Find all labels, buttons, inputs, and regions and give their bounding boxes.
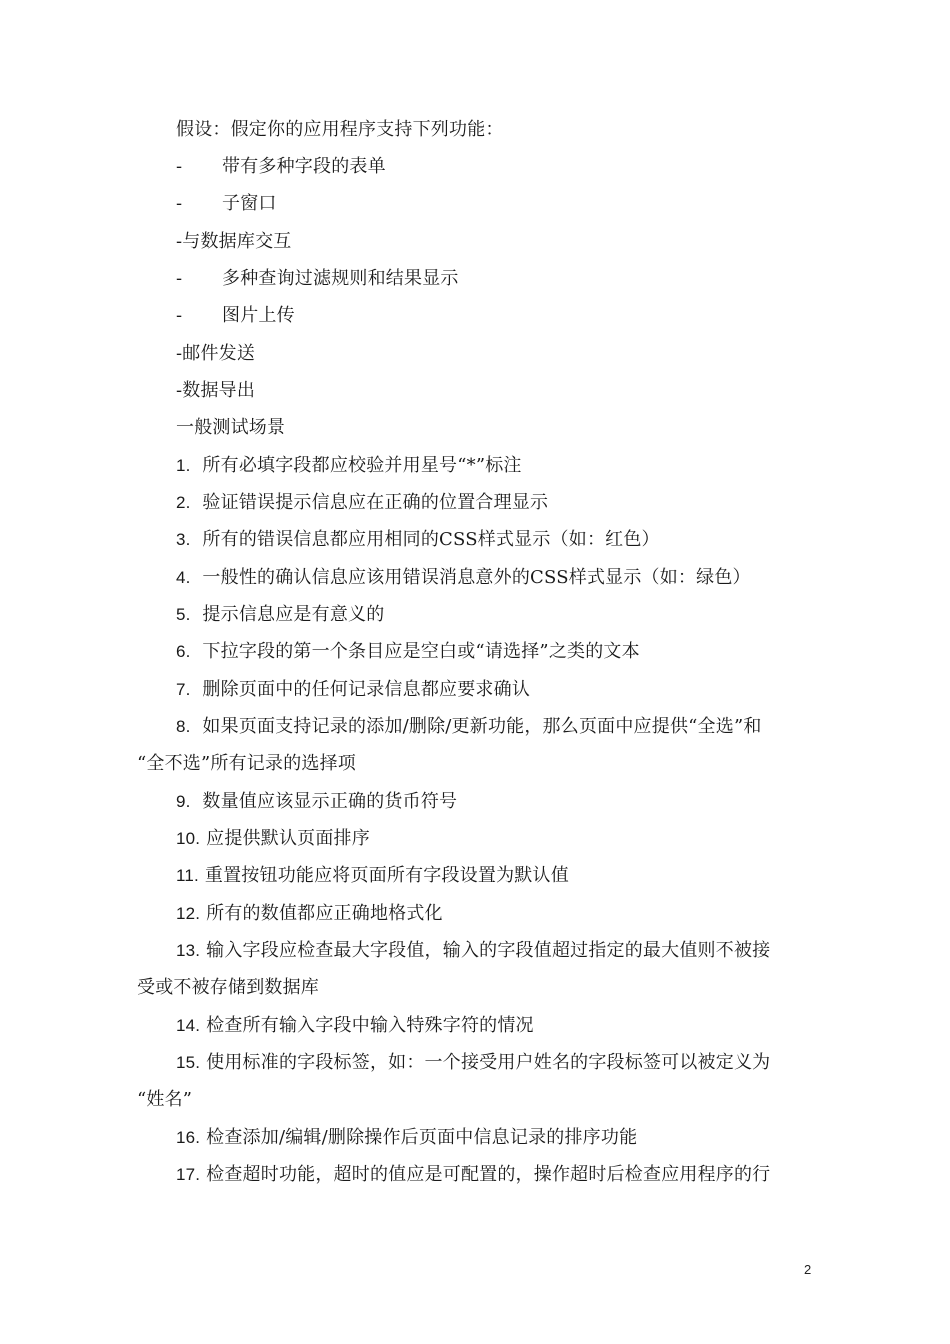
feature-marker: - (176, 156, 183, 177)
intro-text: 假设：假定你的应用程序支持下列功能： (176, 119, 504, 140)
item-number: 3. (176, 530, 191, 549)
item-text: 验证错误提示信息应在正确的位置合理显示 (202, 492, 549, 513)
list-item (176, 826, 370, 852)
list-item (176, 565, 751, 591)
item-number: 9. (176, 792, 191, 811)
item-text: 提示信息应是有意义的 (202, 604, 385, 625)
list-item (176, 901, 443, 927)
item-text: 重置按钮功能应将页面所有字段设置为默认值 (204, 865, 569, 886)
item-number: 8. (176, 717, 191, 736)
item-number: 7. (176, 680, 191, 699)
list-item (176, 938, 770, 964)
list-item (176, 789, 457, 815)
list-item (176, 490, 548, 516)
item-text: 所有必填字段都应校验并用星号“*”标注 (202, 455, 522, 476)
feature-item (0, 191, 950, 217)
list-item (176, 714, 762, 740)
item-number: 4. (176, 568, 191, 587)
item-number: 10. (176, 829, 201, 848)
item-number: 5. (176, 605, 191, 624)
feature-item (0, 266, 950, 292)
feature-item (0, 154, 950, 180)
feature-marker: - (176, 305, 183, 326)
item-text: 所有的数值都应正确地格式化 (206, 903, 443, 924)
item-number: 14. (176, 1016, 201, 1035)
list-item-continuation: “全不选”所有记录的选择项 (137, 753, 357, 774)
item-text: 检查添加/编辑/删除操作后页面中信息记录的排序功能 (206, 1127, 638, 1148)
list-item (176, 602, 384, 628)
feature-item: -邮件发送 (176, 343, 256, 364)
list-item (176, 1162, 770, 1188)
feature-marker: - (176, 193, 183, 214)
item-text: 数量值应该显示正确的货币符号 (202, 791, 458, 812)
item-text: 删除页面中的任何记录信息都应要求确认 (202, 679, 531, 700)
item-text: 检查所有输入字段中输入特殊字符的情况 (206, 1015, 534, 1036)
list-item (176, 527, 660, 553)
item-text: 检查超时功能，超时的值应是可配置的，操作超时后检查应用程序的行 (206, 1164, 771, 1185)
feature-text: 图片上传 (222, 305, 295, 326)
item-number: 16. (176, 1128, 201, 1147)
item-text: 一般性的确认信息应该用错误消息意外的CSS样式显示（如：绿色） (202, 567, 751, 588)
item-number: 11. (176, 866, 199, 885)
item-text: 如果页面支持记录的添加/删除/更新功能，那么页面中应提供“全选”和 (202, 716, 762, 737)
section-title: 一般测试场景 (176, 417, 286, 438)
page-number: 2 (804, 1262, 812, 1277)
feature-text: 带有多种字段的表单 (222, 156, 386, 177)
feature-text: 多种查询过滤规则和结果显示 (222, 268, 459, 289)
item-number: 17. (176, 1165, 201, 1184)
item-text: 所有的错误信息都应用相同的CSS样式显示（如：红色） (202, 529, 660, 550)
list-item (176, 639, 640, 665)
list-item-continuation: 受或不被存储到数据库 (137, 977, 319, 998)
item-text: 下拉字段的第一个条目应是空白或“请选择”之类的文本 (202, 641, 640, 662)
feature-item (0, 303, 950, 329)
list-item (176, 1050, 770, 1076)
list-item (176, 863, 569, 889)
list-item (176, 1125, 637, 1151)
item-number: 15. (176, 1053, 201, 1072)
list-item (176, 1013, 534, 1039)
list-item (176, 677, 530, 703)
item-text: 输入字段应检查最大字段值，输入的字段值超过指定的最大值则不被接 (206, 940, 771, 961)
item-number: 12. (176, 904, 201, 923)
item-number: 13. (176, 941, 201, 960)
feature-item: -数据导出 (176, 380, 256, 401)
feature-marker: - (176, 268, 183, 289)
item-text: 应提供默认页面排序 (206, 828, 370, 849)
item-number: 2. (176, 493, 191, 512)
item-number: 6. (176, 642, 191, 661)
item-text: 使用标准的字段标签，如：一个接受用户姓名的字段标签可以被定义为 (206, 1052, 771, 1073)
feature-text: 子窗口 (222, 193, 277, 214)
list-item-continuation: “姓名” (137, 1089, 193, 1110)
feature-item: -与数据库交互 (176, 231, 292, 252)
item-number: 1. (176, 456, 191, 475)
list-item (176, 453, 522, 479)
